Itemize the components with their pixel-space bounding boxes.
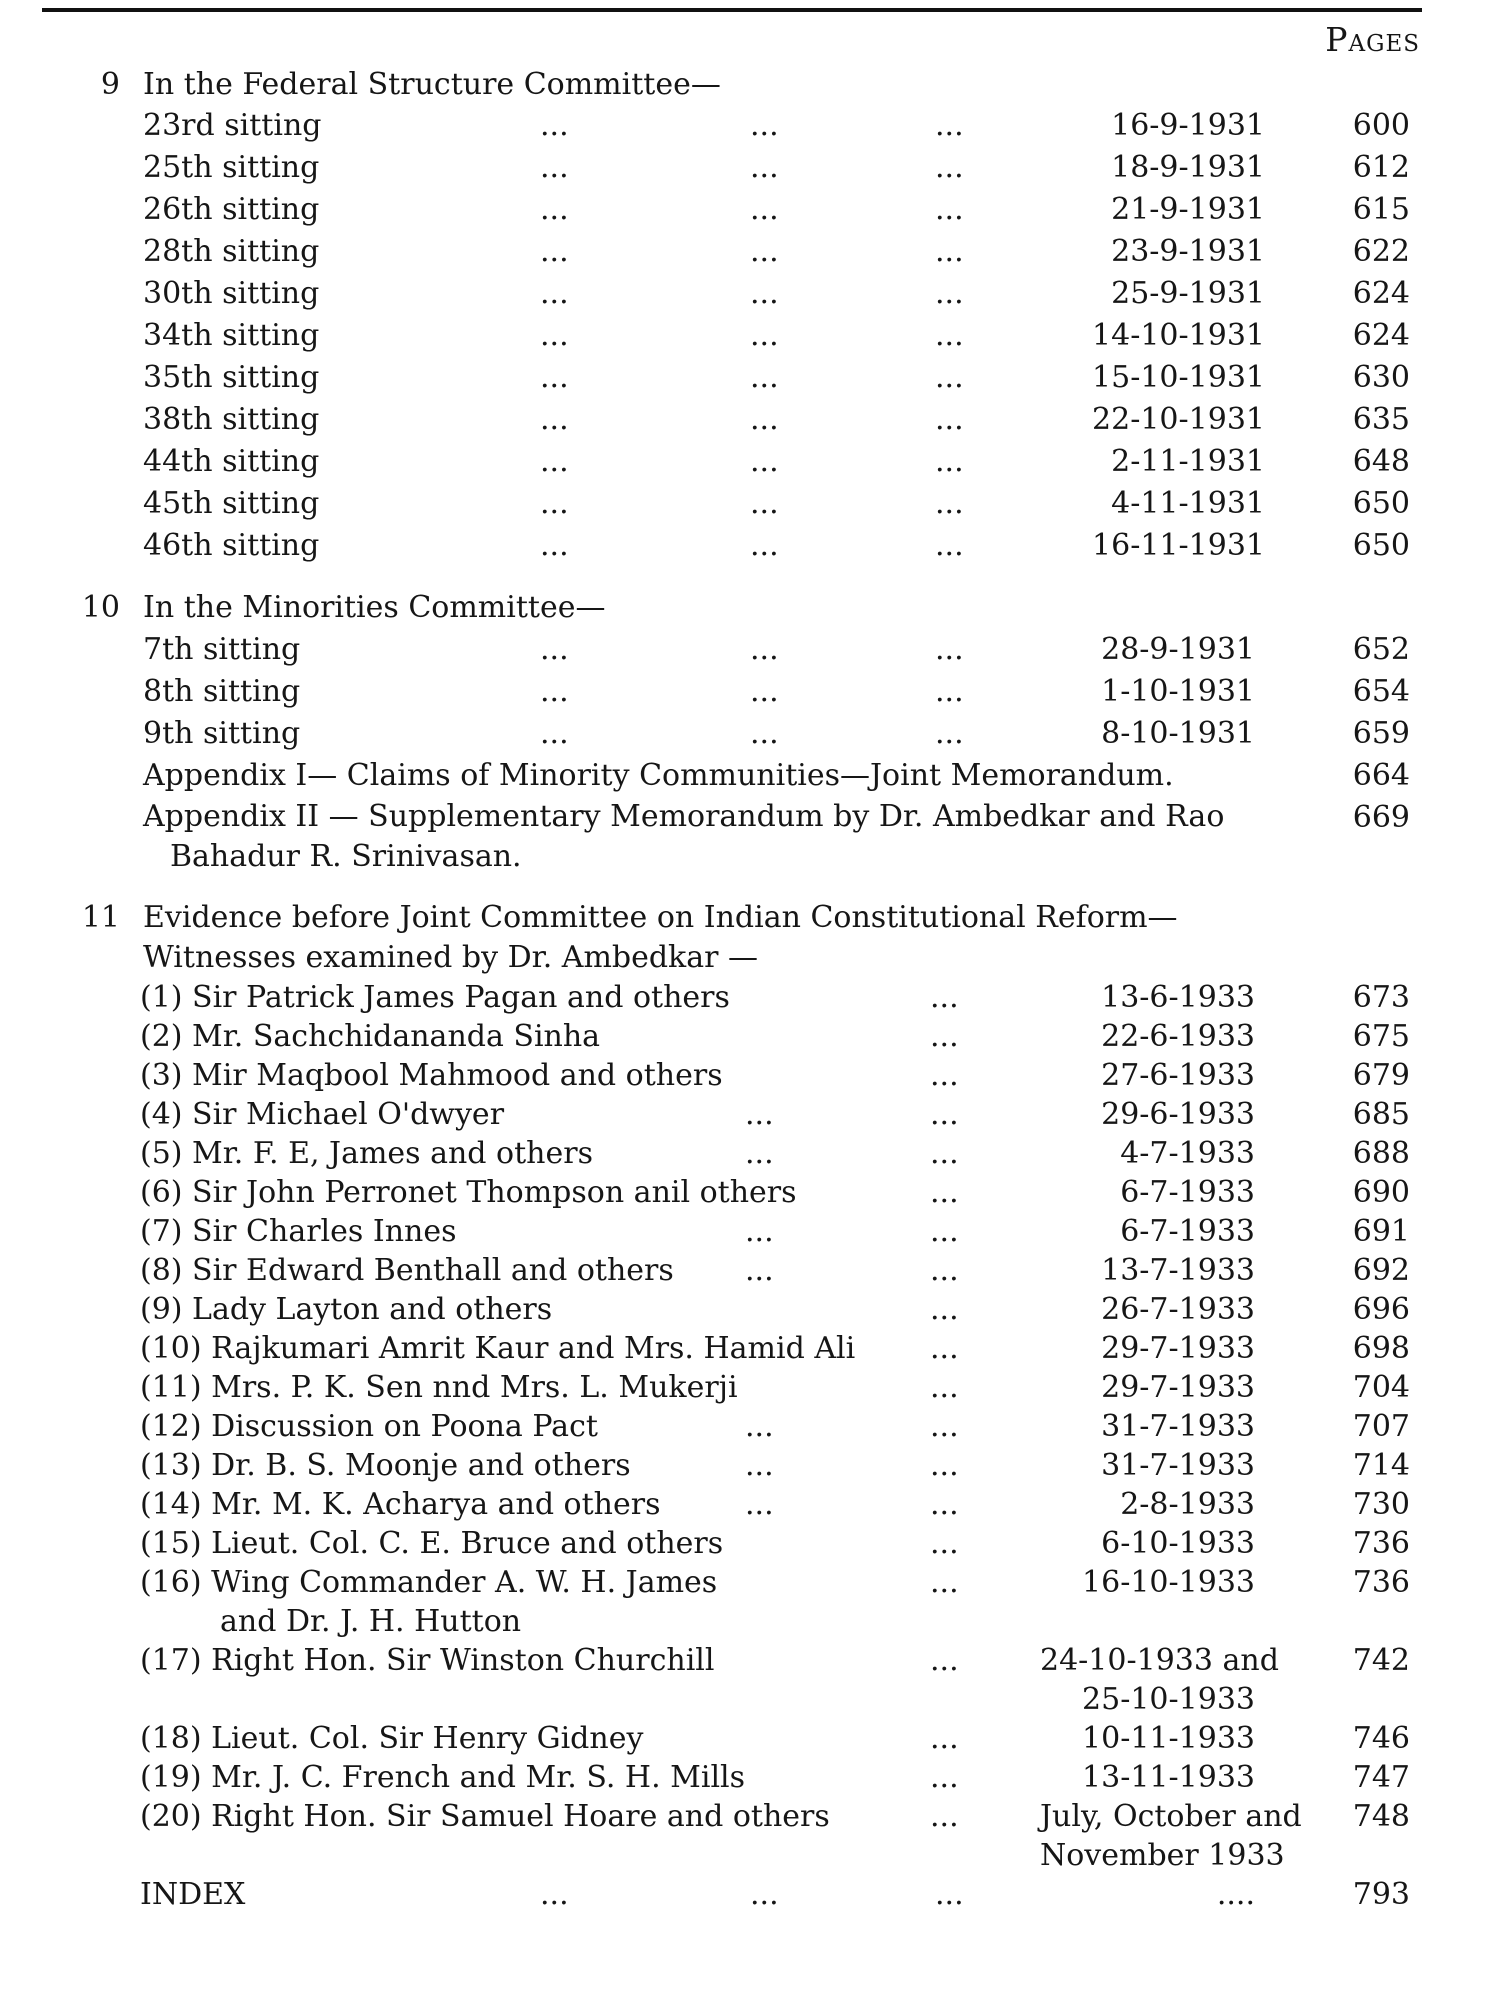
- list-item: [0, 105, 1500, 147]
- leader-dots: ...: [540, 1877, 569, 1912]
- entry-date: 2-11-1931: [1111, 444, 1265, 479]
- entry-label: 34th sitting: [143, 318, 320, 353]
- list-item: [0, 1367, 1500, 1409]
- list-item: [0, 1640, 1500, 1682]
- entry-date: 6-10-1933: [1101, 1526, 1255, 1561]
- list-item: [0, 1289, 1500, 1331]
- entry-date: 4-7-1933: [1120, 1136, 1255, 1171]
- entry-date: 13-7-1933: [1101, 1253, 1255, 1288]
- list-item: [0, 1523, 1500, 1565]
- witness-label: (5) Mr. F. E, James and others: [140, 1136, 593, 1171]
- entry-date: 29-6-1933: [1101, 1097, 1255, 1132]
- leader-dots: ...: [935, 150, 964, 185]
- leader-dots: ...: [750, 276, 779, 311]
- list-item: [0, 189, 1500, 231]
- leader-dots: ...: [750, 402, 779, 437]
- leader-dots: ...: [935, 528, 964, 563]
- section-title: In the Minorities Committee—: [143, 590, 606, 625]
- entry-date: 16-9-1931: [1111, 108, 1265, 143]
- entry-date: 28-9-1931: [1101, 632, 1255, 667]
- entry-page: 624: [1352, 276, 1410, 311]
- index-row: [0, 1874, 1500, 1916]
- entry-page: 747: [1352, 1760, 1410, 1795]
- section-heading: [0, 587, 1500, 629]
- appendix-entry: [0, 755, 1500, 797]
- witness-label: (1) Sir Patrick James Pagan and others: [140, 980, 730, 1015]
- list-item: [0, 1172, 1500, 1214]
- entry-date: 31-7-1933: [1101, 1448, 1255, 1483]
- list-item: [0, 483, 1500, 525]
- entry-label: 9th sitting: [143, 716, 301, 751]
- leader-dots: ...: [750, 674, 779, 709]
- entry-label: 46th sitting: [143, 528, 320, 563]
- entry-label: 45th sitting: [143, 486, 320, 521]
- list-item: [0, 273, 1500, 315]
- witness-label: (12) Discussion on Poona Pact: [140, 1409, 598, 1444]
- section-number: 9: [100, 67, 120, 102]
- entry-page: 692: [1352, 1253, 1410, 1288]
- leader-dots: ...: [540, 360, 569, 395]
- leader-dots: ...: [540, 528, 569, 563]
- entry-date: 23-9-1931: [1111, 234, 1265, 269]
- entry-page: 691: [1352, 1214, 1410, 1249]
- leader-dots: ...: [930, 1253, 959, 1288]
- section-title: Evidence before Joint Committee on Indian Constitutional Reform—: [143, 900, 1178, 935]
- witness-label: (10) Rajkumari Amrit Kaur and Mrs. Hamid Ali: [140, 1331, 856, 1366]
- leader-dots: ...: [750, 444, 779, 479]
- index-dots: ....: [1216, 1877, 1255, 1912]
- entry-label: 38th sitting: [143, 402, 320, 437]
- leader-dots: ...: [745, 1214, 774, 1249]
- index-page: 793: [1352, 1877, 1410, 1912]
- entry-date: 22-10-1931: [1092, 402, 1265, 437]
- leader-dots: ...: [935, 318, 964, 353]
- section-heading: [0, 897, 1500, 939]
- entry-page: 742: [1352, 1643, 1410, 1678]
- entry-date-continued: November 1933: [1040, 1838, 1285, 1873]
- witness-label: (4) Sir Michael O'dwyer: [140, 1097, 505, 1132]
- leader-dots: ...: [750, 318, 779, 353]
- section-number: 11: [81, 900, 120, 935]
- list-item: [0, 315, 1500, 357]
- leader-dots: ...: [930, 1760, 959, 1795]
- entry-page: 664: [1352, 758, 1410, 793]
- leader-dots: ...: [935, 402, 964, 437]
- leader-dots: ...: [750, 486, 779, 521]
- entry-page: 748: [1352, 1799, 1410, 1834]
- entry-date: 31-7-1933: [1101, 1409, 1255, 1444]
- witness-label: (16) Wing Commander A. W. H. James: [140, 1565, 718, 1600]
- leader-dots: ...: [750, 192, 779, 227]
- leader-dots: ...: [745, 1136, 774, 1171]
- entry-date: 25-9-1931: [1111, 276, 1265, 311]
- entry-page: 630: [1352, 360, 1410, 395]
- list-item: [0, 1796, 1500, 1838]
- list-item: [0, 671, 1500, 713]
- entry-date: 29-7-1933: [1101, 1331, 1255, 1366]
- entry-date: 13-6-1933: [1101, 980, 1255, 1015]
- entry-date: 18-9-1931: [1111, 150, 1265, 185]
- leader-dots: ...: [930, 1448, 959, 1483]
- leader-dots: ...: [930, 1175, 959, 1210]
- section-subtitle: Witnesses examined by Dr. Ambedkar —: [143, 940, 758, 975]
- entry-date: 16-10-1933: [1082, 1565, 1255, 1600]
- list-item: [0, 1250, 1500, 1292]
- entry-page: 659: [1352, 716, 1410, 751]
- entry-date: 29-7-1933: [1101, 1370, 1255, 1405]
- entry-page: 675: [1352, 1019, 1410, 1054]
- list-item: [0, 629, 1500, 671]
- leader-dots: ...: [935, 360, 964, 395]
- entry-date: 14-10-1931: [1092, 318, 1265, 353]
- list-item-continuation: [0, 1679, 1500, 1721]
- list-item: [0, 1562, 1500, 1604]
- list-item: [0, 1094, 1500, 1136]
- leader-dots: ...: [930, 1136, 959, 1171]
- list-item: [0, 713, 1500, 755]
- list-item: [0, 977, 1500, 1019]
- entry-date: 4-11-1931: [1111, 486, 1265, 521]
- leader-dots: ...: [750, 360, 779, 395]
- leader-dots: ...: [540, 192, 569, 227]
- list-item: [0, 357, 1500, 399]
- leader-dots: ...: [935, 276, 964, 311]
- appendix-text: Appendix II — Supplementary Memorandum by Dr. Ambedkar and Rao Bahadur R. Srinivasan.: [143, 799, 1225, 874]
- leader-dots: ...: [935, 632, 964, 667]
- leader-dots: ...: [750, 716, 779, 751]
- entry-date: 6-7-1933: [1120, 1175, 1255, 1210]
- section-subheading: [0, 937, 1500, 979]
- witness-label: (3) Mir Maqbool Mahmood and others: [140, 1058, 723, 1093]
- leader-dots: ...: [750, 150, 779, 185]
- leader-dots: ...: [745, 1409, 774, 1444]
- leader-dots: ...: [750, 108, 779, 143]
- witness-label: (13) Dr. B. S. Moonje and others: [140, 1448, 631, 1483]
- list-item: [0, 525, 1500, 567]
- entry-page: 746: [1352, 1721, 1410, 1756]
- list-item: [0, 1718, 1500, 1760]
- leader-dots: ...: [540, 486, 569, 521]
- witness-label: (2) Mr. Sachchidananda Sinha: [140, 1019, 601, 1054]
- leader-dots: ...: [745, 1487, 774, 1522]
- entry-page: 714: [1352, 1448, 1410, 1483]
- leader-dots: ...: [540, 150, 569, 185]
- entry-page: 600: [1352, 108, 1410, 143]
- appendix-text: Appendix I— Claims of Minority Communities—Joint Memorandum.: [143, 758, 1174, 793]
- witness-label: (20) Right Hon. Sir Samuel Hoare and others: [140, 1799, 830, 1834]
- leader-dots: ...: [930, 1331, 959, 1366]
- leader-dots: ...: [745, 1253, 774, 1288]
- leader-dots: ...: [935, 444, 964, 479]
- entry-page: 707: [1352, 1409, 1410, 1444]
- entry-date: 16-11-1931: [1092, 528, 1265, 563]
- entry-page: 669: [1352, 800, 1410, 835]
- list-item: [0, 1055, 1500, 1097]
- leader-dots: ...: [745, 1097, 774, 1132]
- list-item: [0, 231, 1500, 273]
- leader-dots: ...: [935, 192, 964, 227]
- leader-dots: ...: [540, 716, 569, 751]
- leader-dots: ...: [540, 632, 569, 667]
- section-title: In the Federal Structure Committee—: [143, 67, 721, 102]
- witness-label: (17) Right Hon. Sir Winston Churchill: [140, 1643, 715, 1678]
- list-item: [0, 1445, 1500, 1487]
- leader-dots: ...: [750, 632, 779, 667]
- entry-date: 2-8-1933: [1120, 1487, 1255, 1522]
- list-item-continuation: [0, 1601, 1500, 1643]
- list-item: [0, 1016, 1500, 1058]
- entry-page: 696: [1352, 1292, 1410, 1327]
- leader-dots: ...: [935, 108, 964, 143]
- leader-dots: ...: [750, 528, 779, 563]
- entry-date: 13-11-1933: [1082, 1760, 1255, 1795]
- entry-page: 685: [1352, 1097, 1410, 1132]
- leader-dots: ...: [935, 1877, 964, 1912]
- list-item: [0, 1211, 1500, 1253]
- witness-label: (9) Lady Layton and others: [140, 1292, 553, 1327]
- leader-dots: ...: [930, 1370, 959, 1405]
- top-rule: [42, 8, 1422, 12]
- leader-dots: ...: [930, 1487, 959, 1522]
- pages-column-header: Pages: [1325, 20, 1420, 59]
- leader-dots: ...: [540, 234, 569, 269]
- entry-page: 736: [1352, 1565, 1410, 1600]
- leader-dots: ...: [930, 1019, 959, 1054]
- entry-label: 44th sitting: [143, 444, 320, 479]
- leader-dots: ...: [930, 1292, 959, 1327]
- entry-page: 652: [1352, 632, 1410, 667]
- leader-dots: ...: [540, 402, 569, 437]
- section-number: 10: [81, 590, 120, 625]
- entry-date: 1-10-1931: [1101, 674, 1255, 709]
- list-item: [0, 441, 1500, 483]
- leader-dots: ...: [935, 716, 964, 751]
- entry-date: 22-6-1933: [1101, 1019, 1255, 1054]
- witness-label: (15) Lieut. Col. C. E. Bruce and others: [140, 1526, 724, 1561]
- section-heading: [0, 64, 1500, 106]
- entry-page: 650: [1352, 528, 1410, 563]
- entry-date: 26-7-1933: [1101, 1292, 1255, 1327]
- entry-date: 24-10-1933 and: [1040, 1643, 1279, 1678]
- list-item: [0, 147, 1500, 189]
- entry-date: 6-7-1933: [1120, 1214, 1255, 1249]
- leader-dots: ...: [930, 980, 959, 1015]
- entry-page: 690: [1352, 1175, 1410, 1210]
- entry-page: 624: [1352, 318, 1410, 353]
- entry-date: July, October and: [1040, 1799, 1302, 1834]
- witness-label: (8) Sir Edward Benthall and others: [140, 1253, 674, 1288]
- entry-date: 15-10-1931: [1092, 360, 1265, 395]
- leader-dots: ...: [750, 234, 779, 269]
- entry-page: 622: [1352, 234, 1410, 269]
- leader-dots: ...: [935, 234, 964, 269]
- entry-page: 673: [1352, 980, 1410, 1015]
- entry-page: 615: [1352, 192, 1410, 227]
- list-item: [0, 1484, 1500, 1526]
- entry-page: 654: [1352, 674, 1410, 709]
- leader-dots: ...: [745, 1448, 774, 1483]
- list-item: [0, 1133, 1500, 1175]
- witness-label-continued: and Dr. J. H. Hutton: [220, 1604, 522, 1639]
- list-item: [0, 1328, 1500, 1370]
- leader-dots: ...: [540, 108, 569, 143]
- witness-label: (19) Mr. J. C. French and Mr. S. H. Mills: [140, 1760, 746, 1795]
- leader-dots: ...: [930, 1214, 959, 1249]
- entry-label: 30th sitting: [143, 276, 320, 311]
- leader-dots: ...: [540, 674, 569, 709]
- entry-page: 688: [1352, 1136, 1410, 1171]
- entry-page: 648: [1352, 444, 1410, 479]
- leader-dots: ...: [930, 1721, 959, 1756]
- entry-label: 26th sitting: [143, 192, 320, 227]
- entry-page: 612: [1352, 150, 1410, 185]
- entry-date-continued: 25-10-1933: [1082, 1682, 1255, 1717]
- leader-dots: ...: [540, 276, 569, 311]
- leader-dots: ...: [930, 1058, 959, 1093]
- entry-label: 25th sitting: [143, 150, 320, 185]
- list-item: [0, 1406, 1500, 1448]
- entry-label: 7th sitting: [143, 632, 301, 667]
- witness-label: (7) Sir Charles Innes: [140, 1214, 457, 1249]
- leader-dots: ...: [930, 1643, 959, 1678]
- entry-page: 698: [1352, 1331, 1410, 1366]
- entry-date: 27-6-1933: [1101, 1058, 1255, 1093]
- list-item: [0, 399, 1500, 441]
- entry-label: 28th sitting: [143, 234, 320, 269]
- leader-dots: ...: [930, 1097, 959, 1132]
- entry-date: 8-10-1931: [1101, 716, 1255, 751]
- entry-label: 8th sitting: [143, 674, 301, 709]
- leader-dots: ...: [750, 1877, 779, 1912]
- entry-page: 736: [1352, 1526, 1410, 1561]
- entry-label: 35th sitting: [143, 360, 320, 395]
- entry-page: 679: [1352, 1058, 1410, 1093]
- leader-dots: ...: [930, 1799, 959, 1834]
- appendix-entry: [0, 797, 1500, 881]
- witness-label: (11) Mrs. P. K. Sen nnd Mrs. L. Mukerji: [140, 1370, 738, 1405]
- witness-label: (14) Mr. M. K. Acharya and others: [140, 1487, 661, 1522]
- entry-date: 21-9-1931: [1111, 192, 1265, 227]
- entry-page: 650: [1352, 486, 1410, 521]
- list-item: [0, 1757, 1500, 1799]
- leader-dots: ...: [930, 1409, 959, 1444]
- leader-dots: ...: [540, 318, 569, 353]
- witness-label: (18) Lieut. Col. Sir Henry Gidney: [140, 1721, 644, 1756]
- entry-page: 635: [1352, 402, 1410, 437]
- entry-label: 23rd sitting: [143, 108, 322, 143]
- entry-page: 704: [1352, 1370, 1410, 1405]
- leader-dots: ...: [540, 444, 569, 479]
- leader-dots: ...: [935, 674, 964, 709]
- leader-dots: ...: [935, 486, 964, 521]
- index-label: INDEX: [140, 1877, 246, 1912]
- leader-dots: ...: [930, 1526, 959, 1561]
- entry-page: 730: [1352, 1487, 1410, 1522]
- entry-date: 10-11-1933: [1082, 1721, 1255, 1756]
- leader-dots: ...: [930, 1565, 959, 1600]
- list-item-continuation: [0, 1835, 1500, 1877]
- witness-label: (6) Sir John Perronet Thompson anil others: [140, 1175, 797, 1210]
